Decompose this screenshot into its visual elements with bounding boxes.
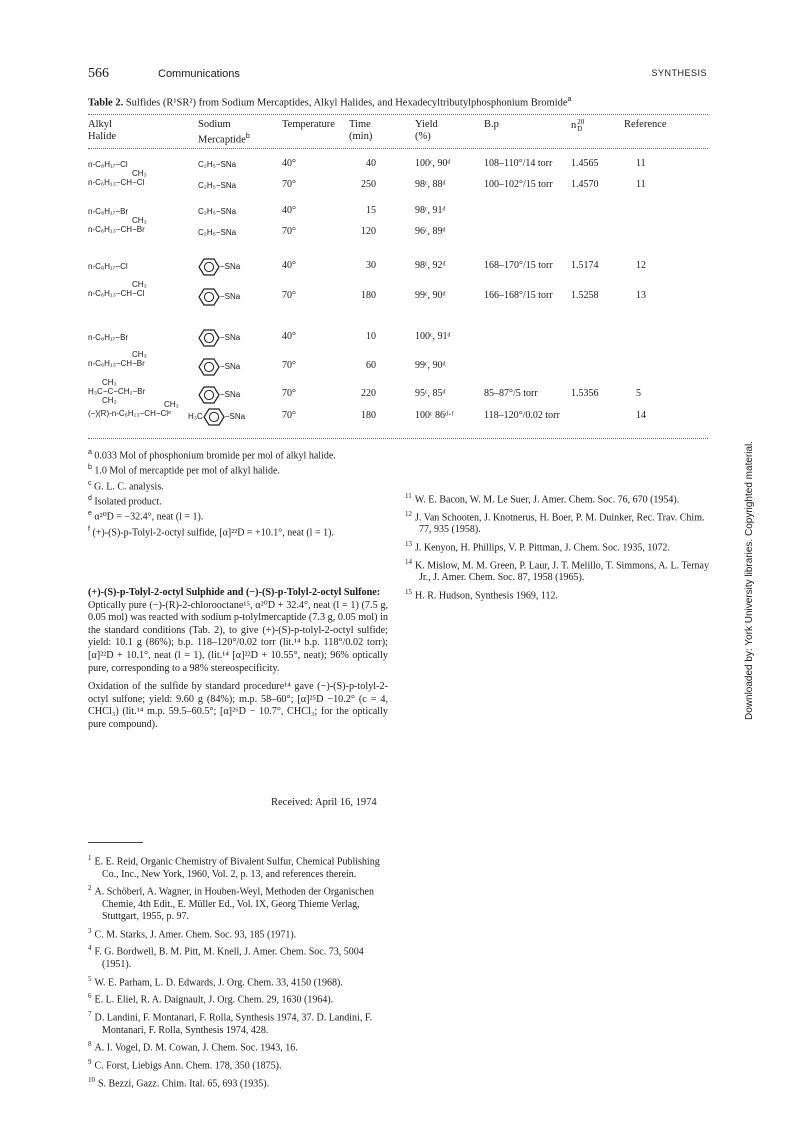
- mercaptide-formula: −SNa: [224, 412, 246, 422]
- methyl-branch: CH₃: [132, 280, 147, 289]
- reference-cell: 14: [636, 410, 646, 421]
- methyl-branch: CH₃: [164, 400, 179, 409]
- mercaptide-cell: [198, 328, 240, 348]
- bp-cell: 85–87°/5 torr: [484, 388, 538, 399]
- mercaptide-cell: [198, 287, 240, 307]
- reference-item: $^{11}$ W. E. Bacon, W. M. Le Suer, J. Amer. Chem. Soc. 76, 670 (1954).: [405, 492, 680, 506]
- table-header-rule: [88, 148, 708, 149]
- col-time: Time (min): [349, 119, 373, 142]
- time-cell: 180: [361, 410, 376, 421]
- refractive-index-cell: 1.5356: [571, 388, 599, 399]
- journal-name: SYNTHESIS: [651, 68, 707, 78]
- references-right: [405, 490, 710, 603]
- mercaptide-formula: −SNa: [220, 333, 241, 343]
- col-mercaptide: Sodium Mercaptide$^b$: [198, 119, 250, 146]
- table-footnote: $^f$ (+)-(S)-p-Tolyl-2-octyl sulfide, [α]²²D = +10.1°, neat (l = 1).: [88, 525, 334, 538]
- table-title-mark: a: [567, 96, 572, 103]
- bp-cell: 168–170°/15 torr: [484, 260, 553, 271]
- yield-cell: 98ᶜ, 92ᵈ: [415, 260, 446, 271]
- table-number: Table 2.: [88, 97, 124, 109]
- mercaptide-cell: [198, 228, 236, 237]
- reference-item: $^{12}$ J. Van Schooten, J. Knotnerus, H. Boer, P. M. Duinker, Rec. Trav. Chim. 77, 935 (1958).: [405, 509, 705, 536]
- col-nd: n 20 D: [571, 118, 585, 133]
- benzene-ring-icon: [198, 328, 220, 348]
- table-title: [88, 96, 708, 109]
- mercaptide-formula: C₂H₅−SNa: [198, 228, 237, 237]
- alkyl-halide-cell: [88, 350, 147, 368]
- time-cell: 40: [366, 158, 376, 169]
- col-reference: Reference: [624, 119, 667, 130]
- alkyl-halide-cell: [88, 160, 128, 169]
- reference-item: $^3$ C. M. Starks, J. Amer. Chem. Soc. 93, 185 (1971).: [88, 926, 297, 941]
- reference-item: $^{13}$ J. Kenyon, H. Phillips, V. P. Pittman, J. Chem. Soc. 1935, 1072.: [405, 539, 670, 554]
- yield-cell: 95ᶜ, 85ᵈ: [415, 388, 446, 399]
- bp-cell: 118–120°/0.02 torr: [484, 410, 560, 421]
- halide-formula: n-C₈H₁₇−Br: [88, 333, 129, 342]
- page-number: 566: [88, 66, 109, 81]
- temperature-cell: 70°: [282, 290, 296, 301]
- reference-cell: 5: [636, 388, 641, 399]
- yield-cell: 99ᶜ, 90ᵈ: [415, 290, 446, 301]
- download-notice: Downloaded by: York University libraries. Copyrighted material.: [744, 440, 755, 720]
- yield-cell: 100ᶜ, 91ᵈ: [415, 331, 451, 342]
- section-heading: (+)-(S)-p-Tolyl-2-octyl Sulphide and (−)-(S)-p-Tolyl-2-octyl Sulfone:: [88, 587, 381, 598]
- reference-cell: 13: [636, 290, 646, 301]
- bp-cell: 166–168°/15 torr: [484, 290, 553, 301]
- received-date: Received: April 16, 1974: [271, 797, 377, 808]
- table-bottom-rule: [88, 438, 708, 439]
- alkyl-halide-cell: [88, 280, 147, 298]
- yield-cell: 96ᶜ, 89ᵈ: [415, 226, 446, 237]
- alkyl-halide-cell: [88, 207, 128, 216]
- time-cell: 120: [361, 226, 376, 237]
- reference-item: $^8$ A. I. Vogel, D. M. Cowan, J. Chem. Soc. 1943, 16.: [88, 1040, 298, 1054]
- mercaptide-cell: [198, 385, 240, 405]
- time-cell: 180: [361, 290, 376, 301]
- reference-item: $^5$ W. E. Parham, L. D. Edwards, J. Org. Chem. 33, 4150 (1968).: [88, 974, 343, 988]
- mercaptide-formula: C₂H₅−SNa: [198, 160, 237, 169]
- experimental-text: [88, 587, 388, 732]
- reference-item: $^{10}$ S. Bezzi, Gazz. Chim. Ital. 65, 693 (1935).: [88, 1075, 270, 1089]
- temperature-cell: 70°: [282, 226, 296, 237]
- halide-formula: n-C₈H₁₇−Cl: [88, 262, 128, 271]
- mercaptide-cell: [198, 257, 240, 277]
- halide-formula: n-C₆H₁₃−CH−Br: [88, 225, 145, 234]
- temperature-cell: 70°: [282, 360, 296, 371]
- table-footnotes: [88, 447, 388, 539]
- mercaptide-cell: [198, 357, 240, 377]
- col-yield: Yield (%): [415, 119, 438, 142]
- alkyl-halide-cell: [88, 262, 128, 271]
- temperature-cell: 40°: [282, 205, 296, 216]
- yield-cell: 98ᶜ, 88ᵈ: [415, 179, 446, 190]
- temperature-cell: 40°: [282, 331, 296, 342]
- mercaptide-formula: −SNa: [220, 390, 241, 400]
- time-cell: 60: [366, 360, 376, 371]
- reference-item: $^{14}$ K. Mislow, M. M. Green, P. Laur, J. T. Melillo, T. Simmons, A. L. Ternay Jr., J. Amer. Chem. Soc. 87, 1958 (1965).: [405, 557, 709, 584]
- temperature-cell: 70°: [282, 410, 296, 421]
- reference-item: $^{15}$ H. R. Hudson, Synthesis 1969, 112.: [405, 587, 558, 602]
- table-footnote: $^e$ α²⁰D = −32.4°, neat (l = 1).: [88, 510, 204, 523]
- time-cell: 10: [366, 331, 376, 342]
- table-footnote: $^a$ 0.033 Mol of phosphonium bromide per mol of alkyl halide.: [88, 449, 336, 462]
- reference-item: $^6$ E. L. Eliel, R. A. Daignault, J. Org. Chem. 29, 1630 (1964).: [88, 992, 334, 1006]
- reference-item: $^1$ E. E. Reid, Organic Chemistry of Bivalent Sulfur, Chemical Publishing Co., Inc., New York, 1960, Vol. 2, p. 13, and references therein.: [88, 854, 380, 880]
- methyl-branch: CH₃: [102, 378, 117, 387]
- experimental-paragraph-2: Oxidation of the sulfide by standard procedure¹⁴ gave (−)-(S)-p-tolyl-2-octyl sulfone; yield: 9.60 g (84%); m.p. 58–60°; [α]²⁵D −10.2° (c = 4, CHCl₃) (lit.¹⁴ m.p. 59.5–60.5°; [α]²⁶D − 10.7°, CHCl₃; for the optically pure compound).: [88, 681, 388, 730]
- yield-cell: 98ᶜ, 91ᵈ: [415, 205, 446, 216]
- reference-cell: 11: [636, 179, 646, 190]
- time-cell: 15: [366, 205, 376, 216]
- table-caption: Sulfides (R¹SR²) from Sodium Mercaptides, Alkyl Halides, and Hexadecyltributylphosphonium Bromide: [125, 97, 568, 109]
- benzene-ring-icon: [203, 407, 225, 427]
- experimental-paragraph-1: Optically pure (−)-(R)-2-chlorooctane¹⁵, α²⁰D + 32.4°, neat (l = 1) (7.5 g, 0.05 mol) was reacted with sodium p-tolylmercaptide (7.3 g, 0.05 mol) in the standard conditions (Tab. 2), to give (+)-(S)-p-tolyl-2-octyl sulfide; yield: 10.1 g (86%); b.p. 118–120°/0.02 torr (lit.¹⁴ b.p. 118°/0.02 torr); [α]²²D + 10.1°, neat (l = 1), (lit.¹⁴ [α]²²D + 10.55°, neat); 96% optically pure, corresponding to a 98% stereospecificity.: [88, 599, 388, 674]
- halide-formula: n-C₈H₁₇−Br: [88, 207, 129, 216]
- reference-cell: 11: [636, 158, 646, 169]
- refractive-index-cell: 1.5258: [571, 290, 599, 301]
- temperature-cell: 40°: [282, 260, 296, 271]
- halide-formula: (−)(R)-n-C₆H₁₃−CH−Clᵉ: [88, 409, 172, 418]
- yield-cell: 99ᶜ, 90ᵈ: [415, 360, 446, 371]
- reference-item: $^4$ F. G. Bordwell, B. M. Pitt, M. Knell, J. Amer. Chem. Soc. 73, 5004 (1951).: [88, 944, 364, 971]
- mercaptide-cell: [188, 407, 245, 427]
- time-cell: 250: [361, 179, 376, 190]
- references-rule: [88, 842, 143, 843]
- reference-item: $^9$ C. Forst, Liebigs Ann. Chem. 178, 350 (1875).: [88, 1057, 282, 1072]
- halide-formula: n-C₆H₁₃−CH−Cl: [88, 178, 145, 187]
- yield-cell: 100ᶜ 86ᵈ·ᶠ: [415, 410, 454, 421]
- mercaptide-formula: −SNa: [220, 362, 241, 372]
- mercaptide-cell: [198, 160, 236, 169]
- methyl-branch: CH₃: [132, 350, 147, 359]
- halide-formula: n-C₆H₁₃−CH−Cl: [88, 289, 145, 298]
- halide-formula: n-C₈H₁₇−Cl: [88, 160, 128, 169]
- methyl-branch: CH₃: [132, 169, 147, 178]
- refractive-index-cell: 1.5174: [571, 260, 599, 271]
- bp-cell: 100–102°/15 torr: [484, 179, 553, 190]
- alkyl-halide-cell: [88, 216, 147, 234]
- temperature-cell: 70°: [282, 388, 296, 399]
- col-temperature: Temperature: [282, 119, 335, 130]
- halide-formula: n-C₆H₁₃−CH−Br: [88, 359, 145, 368]
- yield-cell: 100ᶜ, 90ᵈ: [415, 158, 451, 169]
- mercaptide-formula: C₂H₅−SNa: [198, 207, 237, 216]
- mercaptide-cell: [198, 207, 236, 216]
- col-alkyl-halide: Alkyl Halide: [88, 119, 116, 142]
- benzene-ring-icon: [198, 357, 220, 377]
- mercaptide-formula: −SNa: [220, 292, 241, 302]
- temperature-cell: 70°: [282, 179, 296, 190]
- halide-formula: H₃C−C−CH₂−Br: [88, 387, 146, 396]
- mercaptide-formula: C₂H₅−SNa: [198, 181, 237, 190]
- methyl-branch: CH₃: [132, 216, 147, 225]
- bp-cell: 108–110°/14 torr: [484, 158, 553, 169]
- methyl-branch-lower: CH₃: [102, 396, 117, 405]
- section-name: Communications: [158, 68, 240, 80]
- methyl-label: H₃C: [188, 412, 203, 422]
- reference-item: $^7$ D. Landini, F. Montanari, F. Rolla, Synthesis 1974, 37. D. Landini, F. Montanari, F. Rolla, Synthesis 1974, 428.: [88, 1010, 373, 1036]
- alkyl-halide-cell: [88, 169, 147, 187]
- reference-cell: 12: [636, 260, 646, 271]
- table-footnote: $^c$ G. L. C. analysis.: [88, 479, 164, 492]
- alkyl-halide-cell: [88, 333, 128, 342]
- reference-item: $^2$ A. Schöberl, A. Wagner, in Houben-Weyl, Methoden der Organischen Chemie, 4th Edit., E. Müller Ed., Vol. IX, Georg Thieme Verlag, Stuttgart, 1955, p. 97.: [88, 884, 374, 923]
- temperature-cell: 40°: [282, 158, 296, 169]
- time-cell: 30: [366, 260, 376, 271]
- alkyl-halide-cell: [88, 400, 179, 418]
- benzene-ring-icon: [198, 257, 220, 277]
- mercaptide-cell: [198, 181, 236, 190]
- benzene-ring-icon: [198, 385, 220, 405]
- references-left: [88, 852, 388, 1091]
- mercaptide-formula: −SNa: [220, 262, 241, 272]
- benzene-ring-icon: [198, 287, 220, 307]
- table-footnote: $^d$ Isolated product.: [88, 494, 162, 508]
- table-footnote: $^b$ 1.0 Mol of mercaptide per mol of alkyl halide.: [88, 464, 280, 477]
- table-top-rule: [88, 114, 708, 115]
- refractive-index-cell: 1.4570: [571, 179, 599, 190]
- refractive-index-cell: 1.4565: [571, 158, 599, 169]
- time-cell: 220: [361, 388, 376, 399]
- col-bp: B.p: [484, 119, 499, 130]
